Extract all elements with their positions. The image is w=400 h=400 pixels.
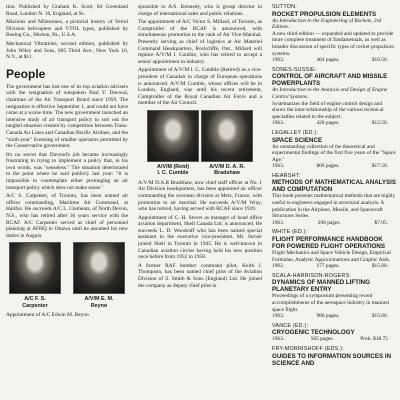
book-pages: 585 pages. [310, 336, 334, 343]
book-year: 1963. [272, 313, 285, 320]
paragraph-stover: Appointment of C. H. Stover as manager of head office aviation department, Shell Canada Ltd. is announced. He succeeds L. D. Woodruff who has been named special assistant to the executive vice-president. Mr. Stover joined Shell in Toronto in 1945. He is well-known in Canadian aviation circles having held his new position once before from 1952 to 1958. [138, 214, 262, 261]
portrait-caption: A/V/M E. M. Reyno [84, 296, 114, 309]
portrait-photo [9, 242, 61, 294]
book-title: SPACE SCIENCE [272, 136, 323, 144]
book-details [272, 336, 396, 343]
column-middle [138, 4, 262, 291]
book-entry [272, 130, 396, 170]
book-details [272, 220, 396, 227]
book-year: 1963. [272, 336, 285, 343]
book-price: $7.95. [374, 219, 388, 226]
book-subtitle: An Introduction to the Analysis and Design of Engine Control Systems. [272, 87, 388, 100]
book-title: DYNAMICS OF MANNED LIFTING PLANETARY ENTRY [272, 279, 370, 294]
book-description: This book presents mathematical methods that are highly useful to engineers engaged in structural analysis. A publication in the Airplane, Missile, and Spacecraft Structures Series. [272, 193, 396, 220]
book-entry [272, 323, 396, 343]
paragraph-cumble: Appointment of A/V/M I. C. Cumble (Retired) as a vice-president of Canadair in charge of European operations is announced. A/V/M Cumble, whose offices will be in London, England, was until his recent retirement, Comptroller of the Royal Canadian Air Force and a member of the Air Council. [138, 67, 262, 107]
paragraph-davoud: The government has lost one of its top aviation advisers with the resignation of outspoken Paul Y. Davoud, chairman of the Air Transport Board since 1959. The resignation is effective September 1, and could not have come at a worse time. The new government launched an intensive study of air transport policy to sort out the tangled situation created by competition between Trans-Canada Air Lines and Canadian Pacific Airlines, and the "sixth-year" licensing of smaller operators permitted by the Conservative government. [6, 83, 128, 150]
book-entry [272, 229, 396, 269]
column-left [6, 4, 128, 321]
book-pages: 298 pages. [317, 219, 341, 226]
book-note-2: Missions and Milestones, a pictorial history of Vertol Division helicopters and VTOL types, published by Boeing Co., Morton, Pa., U.S.A. [6, 19, 128, 39]
book-description: Flight Mechanics and Space Vehicle Design, Empirical Formulae, Analytic Approximations and Graphic Aids. [272, 250, 391, 263]
book-entry [272, 67, 396, 127]
portrait-photo [73, 242, 125, 294]
book-entry [272, 273, 396, 320]
book-entry [272, 173, 396, 227]
book-author: VANCE (ED.): [272, 322, 309, 329]
book-description: A new third edition — expanded and updated to provide more complete treatment of fundamentals, as well as broader discussion of specific types of rocket propulsion systems. [272, 30, 395, 57]
book-price: $15.00. [371, 263, 388, 270]
portrait-caption: A/C F. S. Carpenter [22, 296, 48, 309]
book-author: SONES-SUSSIE: [272, 66, 317, 73]
book-year: 1963. [272, 120, 285, 127]
portrait-bradshaw [200, 110, 254, 177]
book-title: ROCKET PROPULSION ELEMENTS [272, 10, 377, 18]
book-pages: 464 pages. [316, 57, 340, 64]
book-title: METHODS OF MATHEMATICAL ANALYSIS AND COMPUTATION [272, 179, 396, 194]
book-title: GUIDES TO INFORMATION SOURCES IN SCIENCE AND [272, 352, 392, 367]
book-title: CRYOGENIC TECHNOLOGY [272, 329, 355, 337]
paragraph-kennedy: sponsible to A/S. Kennedy, who is group director in charge of international sales and public relations. [138, 4, 262, 17]
paragraph-millard: The appointment of A/C Victor S. Millard, of Toronto, as Comptroller of the RCAF is announced, with simultaneous promotion to the rank of Air Vice-Marshal. Presently serving as chief of logistics at Air Materiel Command Headquarters, Rockcliffe, Ont., Millard will replace A/V/M I. Conibie, who has retired to accept a senior appointment in industry. [138, 19, 262, 65]
book-pages: 980 pages. [316, 313, 340, 320]
book-description: An outstanding collection of the theoretical and experimental findings of the first five years of the "Space Age." [272, 143, 396, 163]
book-title: CONTROL OF AIRCRAFT AND MISSILE POWERPLANTS [272, 73, 388, 88]
portrait-photo [201, 110, 253, 162]
book-price: $12.50. [371, 120, 388, 127]
book-pages: 806 pages. [316, 163, 340, 170]
book-details [272, 263, 396, 270]
book-pages: 177 pages. [316, 263, 340, 270]
portrait-cumble [146, 110, 200, 177]
book-entry [272, 346, 396, 367]
paragraph-reyno-start: Appointment of A/C Edwin M. Reyno [6, 312, 89, 319]
book-description: Proceedings of a symposium presenting recent accomplishments of the aerospace industry in manned space flight. [272, 293, 389, 313]
portrait-carpenter [6, 242, 64, 309]
column-right-booklist [272, 4, 396, 370]
book-note-1: tion. Published by Graham K. Scott, 84 Greenland Road, London N. 10, England, at 9s. [6, 4, 128, 17]
portrait-caption: A/V/M D. A. R. Bradshaw [209, 163, 245, 177]
book-author: FRY-MORRISHOFF (EDS.): [272, 345, 344, 352]
book-year: 1962. [272, 263, 285, 270]
book-author: SCALA-HARRISON-ROGERS: [272, 272, 351, 279]
book-details [272, 313, 396, 320]
book-year: 1963. [272, 57, 285, 64]
book-details [272, 163, 396, 170]
book-year: 1963. [272, 219, 285, 226]
paragraph-davoud-2: It's no secret that Davoud's job became increasingly frustrating in trying to implement a policy that, in his own words, was "senseless." The situation deteriorated to the point where he said publicly last year: "It is impossible to contemplate either prolonging an air transport policy which does not make sense." [6, 151, 128, 191]
book-year: 1963. [272, 163, 285, 170]
book-price: Prob. $18.75 [360, 336, 388, 343]
portrait-row-middle [138, 110, 262, 177]
book-author: WHITE (ED.): [272, 229, 308, 236]
book-note-3: Mechanical Vibrations, second edition, published by John Wiley and Sons, 605 Third Ave., New York 16, N.Y., at $11. [6, 40, 128, 61]
book-title: FLIGHT PERFORMANCE HANDBOOK FOR POWERED FLIGHT OPERATIONS [272, 236, 385, 251]
portrait-reyno [70, 242, 128, 309]
portrait-caption: A/V/M (Retd) I. C. Cumble [156, 163, 190, 177]
section-heading-people: People [6, 66, 46, 81]
paragraph-bradshaw: A/V/M D.A.R Bradshaw, now chief staff officer at No. 1 Air Division headquarters, has been appointed air officer commanding the overseas division at Metz, France, with promotion to air marshal. He succeeds A/V/M Wray, who has retired, having served with RCAF since 1939. [138, 179, 262, 213]
book-price: $15.00. [371, 313, 388, 320]
portrait-row-left [6, 242, 128, 309]
portrait-photo [147, 110, 199, 162]
paragraph-thompson: A former RAF bomber command pilot, Keith J. Thompson, has been named chief pilot of the Aviation Division of S. Smith & Sons (England) Ltd. He joined the company as deputy chief pilot in [138, 262, 262, 289]
book-description: Systematizes the field of engine control design and shows the inter-relationship of the various technical specialties related to the subject. [272, 100, 384, 120]
paragraph-carpenter: A/C S. Carpenter, of Toronto, has been named air officer commanding, Maritime Air Command, at Halifax. He succeeds A/C L. Clements, of North Devon, N.S., who has retired after 30 years service with the RCAF. A/C Carpenter served as chief of personnel planning at AFHQ in Ottawa until he assumed his new duties in August. [6, 193, 128, 239]
book-author: HEARSHT: [272, 172, 301, 179]
book-details [272, 57, 396, 64]
book-author: LEGALLEY (ED.): [272, 129, 319, 136]
book-price: $17.50. [371, 163, 388, 170]
book-entry [272, 4, 396, 64]
book-author: SUTTON: [272, 4, 297, 10]
book-price: $10.50. [371, 57, 388, 64]
book-pages: 428 pages. [316, 120, 340, 127]
book-subtitle: An Introduction to the Engineering of Rockets, 3rd Edition. [272, 17, 382, 31]
book-details [272, 120, 396, 127]
